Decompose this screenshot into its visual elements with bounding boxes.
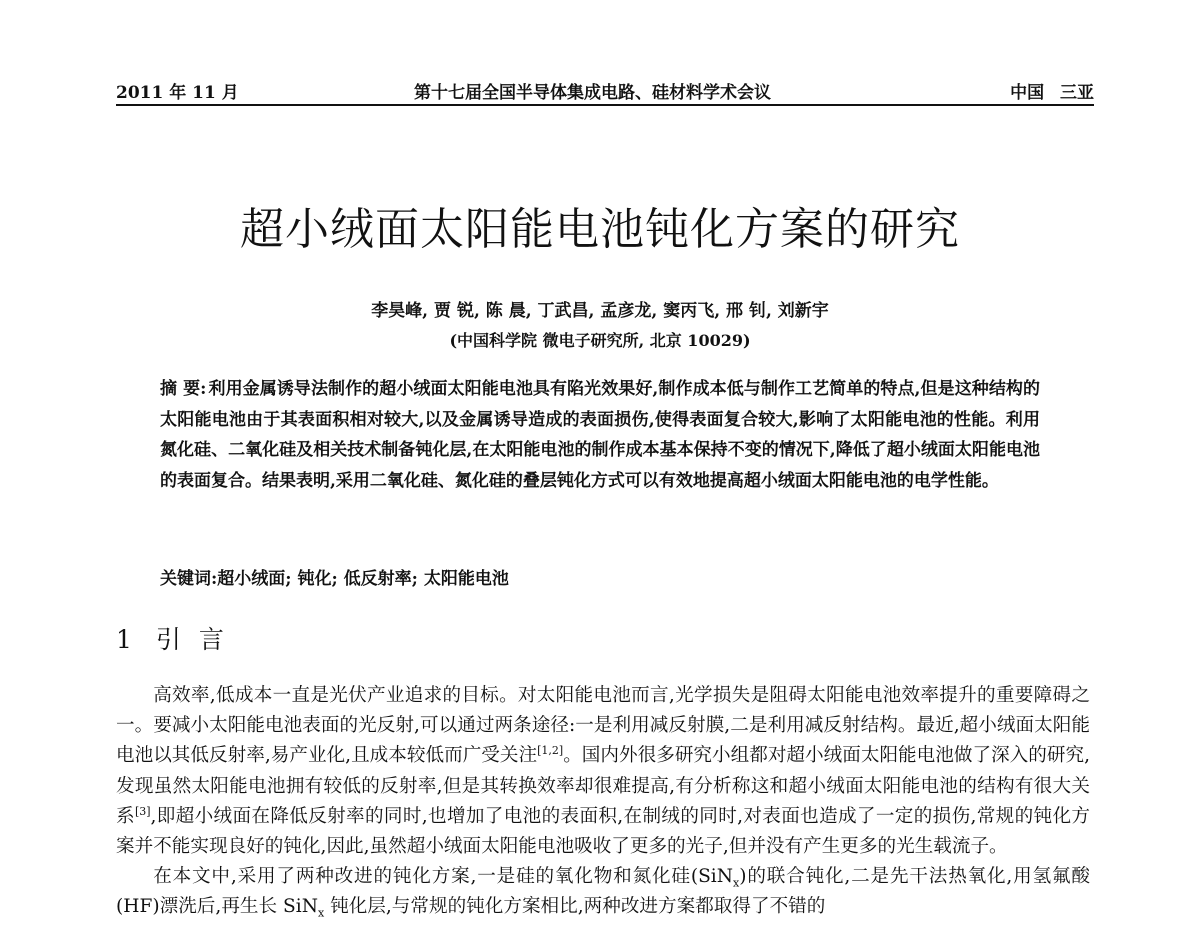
section-title: 引言: [155, 625, 242, 654]
subscript: x: [317, 907, 325, 921]
keywords-label: 关键词:: [160, 569, 218, 589]
body-text: [116, 681, 1090, 923]
paragraph-text: 高效率,低成本一直是光伏产业追求的目标。对太阳能电池而言,光学损失是阻碍太阳能电池效率提升的重要障碍之一。要减小太阳能电池表面的光反射,可以通过两条途径:一是利用减反射膜,二是利用减反射结构。最近,超小绒面太阳能电池以其低反射率,易产业化,且成本较低而广受关注: [116, 685, 1090, 767]
abstract-text: 利用金属诱导法制作的超小绒面太阳能电池具有陷光效果好,制作成本低与制作工艺简单的特点,但是这种结构的太阳能电池由于其表面积相对较大,以及金属诱导造成的表面损伤,使得表面复合较大,影响了太阳能电池的性能。利用氮化硅、二氧化硅及相关技术制备钝化层,在太阳能电池的制作成本基本保持不变的情况下,降低了超小绒面太阳能电池的表面复合。结果表明,采用二氧化硅、氮化硅的叠层钝化方式可以有效地提高超小绒面太阳能电池的电学性能。: [160, 379, 1040, 491]
abstract-label: 摘 要:: [160, 379, 207, 399]
subscript: x: [733, 876, 740, 890]
paragraph-text: ,即超小绒面在降低反射率的同时,也增加了电池的表面积,在制绒的同时,对表面也造成了一定的损伤,常规的钝化方案并不能实现良好的钝化,因此,虽然超小绒面太阳能电池吸收了更多的光子,但并没有产生更多的光生载流子。: [116, 805, 1090, 858]
paragraph-text: 钝化层,与常规的钝化方案相比,两种改进方案都取得了不错的: [324, 896, 826, 918]
header-location: 中国 三亚: [1010, 83, 1094, 103]
paragraph-text: 在本文中,采用了两种改进的钝化方案,一是硅的氧化物和氮化硅(SiN: [153, 866, 734, 888]
keywords: [160, 564, 1040, 589]
keywords-text: 超小绒面; 钝化; 低反射率; 太阳能电池: [217, 569, 509, 589]
header-date: 2011 年 11 月: [116, 83, 239, 103]
paper-title: 超小绒面太阳能电池钝化方案的研究: [240, 204, 960, 255]
author-list: 李昊峰, 贾 锐, 陈 晨, 丁武昌, 孟彦龙, 窦丙飞, 邢 钊, 刘新宇: [371, 301, 829, 321]
paragraph: [116, 862, 1090, 922]
paragraph: [116, 681, 1090, 862]
section-heading-introduction: [116, 620, 242, 656]
citation: [1,2]: [537, 744, 564, 758]
abstract: [160, 374, 1040, 496]
section-number: 1: [116, 625, 132, 654]
paragraph-text: 。国内外很多研究小组都对超小绒面太阳能电池做了深入的研究,发现虽然太阳能电池拥有较低的反射率,但是其转换效率却很难提高,有分析称这和超小绒面太阳能电池的结构有很大关系: [116, 745, 1090, 827]
citation: [3]: [134, 804, 151, 818]
running-header: [116, 76, 1094, 106]
header-conference: 第十七届全国半导体集成电路、硅材料学术会议: [414, 83, 771, 103]
affiliation: (中国科学院 微电子研究所, 北京 10029): [449, 331, 751, 350]
paragraph-text: )的联合钝化,二是先干法热氧化,用氢氟酸(HF)漂洗后,再生长 SiN: [116, 866, 1090, 918]
